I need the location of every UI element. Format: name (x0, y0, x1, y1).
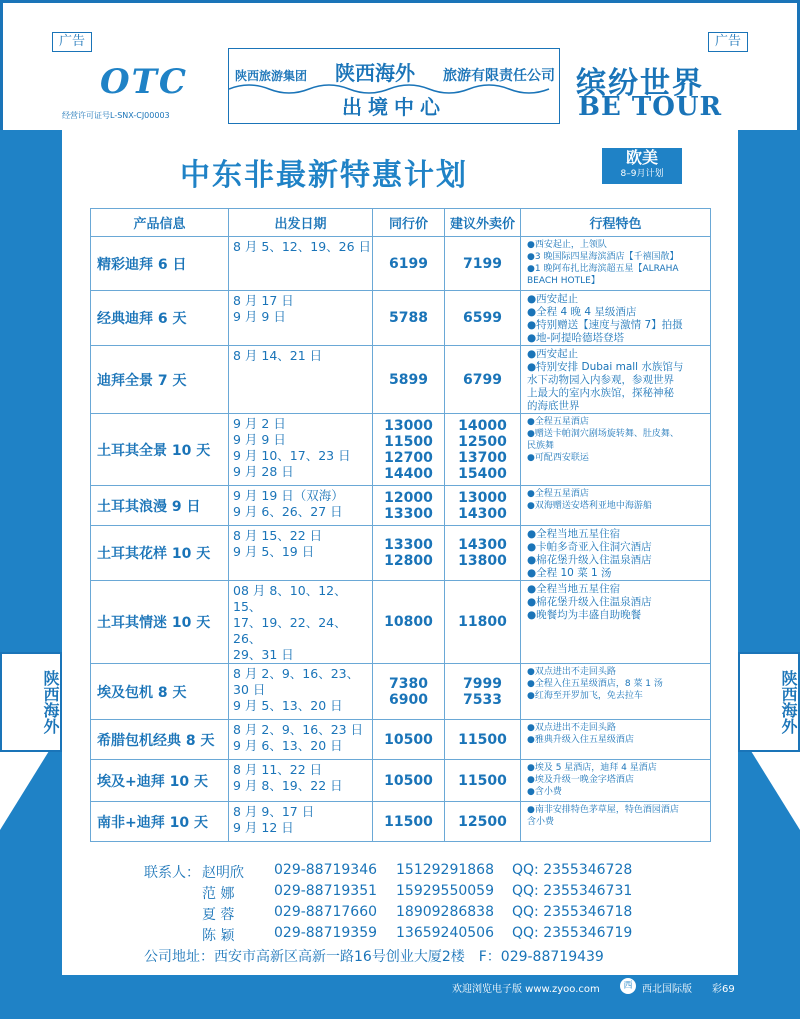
departure-dates (229, 291, 373, 346)
peer-price (373, 237, 445, 291)
feature-line: 的海底世界 (527, 400, 580, 412)
date-line: 29、31 日 (233, 647, 294, 662)
feature-line: ●埃及 5 星酒店，迪拜 4 星酒店 (527, 763, 657, 773)
price-line: 11800 (458, 614, 507, 630)
date-line: 9 月 5、13、20 日 (233, 698, 343, 713)
date-line: 30 日 (233, 682, 266, 697)
peer-price (373, 664, 445, 720)
contact-phone: 029-88717660 (274, 904, 378, 920)
feature-line: ●特别安排 Dubai mall 水族馆与 (527, 361, 684, 373)
contacts-label: 联系人： (144, 865, 200, 881)
feature-line: ●全程 10 菜 1 汤 (527, 567, 612, 579)
peer-price (373, 581, 445, 664)
contact-name: 范 娜 (202, 886, 235, 902)
table-row (91, 291, 711, 346)
product-name: 埃及+迪拜 10 天 (91, 760, 229, 802)
contact-phone: 029-88719351 (274, 883, 378, 899)
feature-line: ●1 晚阿布扎比海滨超五星【ALRAHA (527, 264, 679, 274)
department-name: 出境中心 (342, 95, 446, 119)
brand-name: 陕西海外 (335, 61, 415, 85)
peer-price (373, 802, 445, 842)
price-line: 7999 (463, 675, 502, 692)
feature-line: ●棉花堡升级入住温泉酒店 (527, 554, 652, 566)
price-line: 11500 (384, 813, 433, 830)
license-number: 经营许可证号L-SNX-CJ00003 (62, 111, 170, 120)
feature-line: ●双点进出不走回头路 (527, 667, 616, 677)
feature-line: ●西安起止 (527, 293, 579, 305)
feature-line: ●雅典升级入住五星级酒店 (527, 735, 634, 745)
feature-line: ●晚餐均为丰盛自助晚餐 (527, 609, 642, 621)
tour-features (521, 291, 711, 346)
suggested-price (445, 291, 521, 346)
feature-line: 民族舞 (527, 441, 555, 451)
date-line: 8 月 15、22 日 (233, 528, 323, 543)
price-line: 14000 (458, 417, 507, 434)
date-line: 8 月 2、9、16、23、 (233, 666, 360, 681)
price-line: 6900 (389, 691, 428, 708)
table-row (91, 414, 711, 486)
table-row (91, 237, 711, 291)
peer-price (373, 526, 445, 581)
tour-features (521, 526, 711, 581)
contact-mobile: 15929550059 (396, 883, 494, 899)
price-line: 11500 (458, 772, 507, 789)
price-line: 7380 (389, 675, 428, 692)
page-title: 中东非最新特惠计划 (180, 158, 468, 193)
price-line: 10500 (384, 772, 433, 789)
feature-line: 上最大的室内水族馆，探秘神秘 (527, 387, 674, 399)
departure-dates (229, 664, 373, 720)
tour-table (90, 208, 711, 842)
region-badge (602, 148, 682, 184)
product-name: 土耳其浪漫 9 日 (91, 486, 229, 526)
tour-features (521, 664, 711, 720)
contact-name: 陈 颖 (202, 928, 235, 944)
peer-price (373, 486, 445, 526)
departure-dates (229, 802, 373, 842)
product-name: 埃及包机 8 天 (91, 664, 229, 720)
price-line: 13300 (384, 537, 433, 553)
suggested-price (445, 802, 521, 842)
contact-name: 赵明欣 (202, 865, 244, 881)
ad-tag-right: 广告 (708, 32, 748, 52)
price-line: 13700 (458, 449, 507, 466)
date-line: 8 月 2、9、16、23 日 (233, 722, 364, 737)
feature-line: ●红海至开罗加飞，免去拉车 (527, 691, 643, 701)
tour-features (521, 581, 711, 664)
region-name: 欧美 (625, 148, 658, 167)
otc-logo: OTC (100, 62, 188, 102)
table-row (91, 581, 711, 664)
date-line: 9 月 5、19 日 (233, 544, 315, 559)
price-line: 5899 (389, 371, 428, 388)
price-line: 13000 (384, 417, 433, 434)
product-name: 南非+迪拜 10 天 (91, 802, 229, 842)
departure-dates (229, 237, 373, 291)
price-line: 14400 (384, 465, 433, 482)
product-name: 土耳其花样 10 天 (91, 526, 229, 581)
contact-mobile: 13659240506 (396, 925, 494, 941)
suggested-price (445, 581, 521, 664)
feature-line: 含小费 (527, 817, 555, 827)
col-header: 行程特色 (521, 209, 711, 237)
price-line: 13800 (458, 553, 507, 569)
price-line: 7533 (463, 691, 502, 708)
feature-line: 水下动物园入内参观，参观世界 (527, 374, 674, 386)
price-line: 15400 (458, 465, 507, 482)
departure-dates (229, 414, 373, 486)
price-line: 12800 (384, 553, 433, 569)
date-line: 17、19、22、24、26、 (233, 615, 347, 646)
feature-line: ●双海赠送安塔利亚地中海游船 (527, 501, 652, 511)
table-row (91, 802, 711, 842)
region-period: 8–9月计划 (620, 169, 664, 179)
edition-seal-icon: 西 (620, 978, 636, 994)
right-blue-band (738, 130, 800, 990)
price-line: 6799 (463, 371, 502, 388)
col-header: 建议外卖价 (445, 209, 521, 237)
footer-welcome: 欢迎浏览电子版 www.zyoo.com (452, 984, 600, 995)
side-label-left: 陕西海外 (0, 652, 62, 752)
group-name: 陕西旅游集团 (235, 69, 308, 83)
price-line: 10800 (384, 614, 433, 630)
feature-line: BEACH HOTLE】 (527, 276, 600, 286)
suggested-price (445, 760, 521, 802)
date-line: 9 月 9 日 (233, 432, 286, 447)
col-header: 出发日期 (229, 209, 373, 237)
product-name: 希腊包机经典 8 天 (91, 720, 229, 760)
suggested-price (445, 664, 521, 720)
agency-banner (228, 48, 560, 124)
departure-dates (229, 720, 373, 760)
date-line: 8 月 14、21 日 (233, 348, 323, 363)
date-line: 9 月 6、26、27 日 (233, 504, 343, 519)
company-name: 旅游有限责任公司 (442, 68, 555, 84)
peer-price (373, 760, 445, 802)
price-line: 5788 (389, 310, 428, 326)
fax-number: F：029-88719439 (478, 949, 604, 965)
feature-line: ●西安起止 (527, 348, 579, 360)
date-line: 9 月 2 日 (233, 416, 286, 431)
tour-features (521, 237, 711, 291)
suggested-price (445, 526, 521, 581)
price-line: 14300 (458, 537, 507, 553)
table-header-row (91, 209, 711, 237)
product-name: 迪拜全景 7 天 (91, 346, 229, 414)
feature-line: ●棉花堡升级入住温泉酒店 (527, 596, 652, 608)
price-line: 12500 (458, 433, 507, 450)
ad-tag-left: 广告 (52, 32, 92, 52)
price-line: 11500 (384, 433, 433, 450)
departure-dates (229, 760, 373, 802)
departure-dates (229, 526, 373, 581)
table-row (91, 346, 711, 414)
feature-line: ●特别赠送【速度与激情 7】拍摄 (527, 319, 683, 331)
address-text: 公司地址：西安市高新区高新一路16号创业大厦2楼 (144, 949, 465, 965)
tour-features (521, 760, 711, 802)
table-row (91, 760, 711, 802)
feature-line: ●全程 4 晚 4 星级酒店 (527, 306, 637, 318)
table-row (91, 664, 711, 720)
table-row (91, 720, 711, 760)
table-row (91, 526, 711, 581)
date-line: 9 月 6、13、20 日 (233, 738, 343, 753)
product-name: 土耳其全景 10 天 (91, 414, 229, 486)
feature-line: ●3 晚国际四星海滨酒店【千禧国散】 (527, 252, 679, 262)
price-line: 13000 (458, 489, 507, 506)
price-line: 10500 (384, 731, 433, 748)
price-line: 12000 (384, 489, 433, 506)
contact-phone: 029-88719346 (274, 862, 378, 878)
contact-phone: 029-88719359 (274, 925, 378, 941)
feature-line: ●全程五星酒店 (527, 489, 589, 499)
price-line: 13300 (384, 505, 433, 522)
table-row (91, 486, 711, 526)
peer-price (373, 720, 445, 760)
date-line: 9 月 28 日 (233, 464, 294, 479)
departure-dates (229, 581, 373, 664)
contact-qq: QQ: 2355346719 (512, 925, 633, 941)
peer-price (373, 346, 445, 414)
feature-line: ●全程入住五星级酒店，8 菜 1 汤 (527, 679, 663, 689)
page-number: 彩69 (712, 984, 735, 995)
price-line: 6599 (463, 310, 502, 326)
feature-line: ●可配西安联运 (527, 453, 589, 463)
tour-features (521, 414, 711, 486)
suggested-price (445, 720, 521, 760)
contact-mobile: 15129291868 (396, 862, 494, 878)
tour-features (521, 720, 711, 760)
feature-line: ●埃及升级一晚金字塔酒店 (527, 775, 634, 785)
suggested-price (445, 414, 521, 486)
contact-qq: QQ: 2355346718 (512, 904, 633, 920)
price-line: 11500 (458, 731, 507, 748)
feature-line: ●全程当地五星住宿 (527, 528, 621, 540)
side-label-right: 陕西海外 (738, 652, 800, 752)
date-line: 8 月 17 日 (233, 293, 294, 308)
footer-edition: 西北国际版 (642, 984, 692, 995)
be-tour-en: BE TOUR (578, 92, 723, 122)
price-line: 12700 (384, 449, 433, 466)
date-line: 9 月 12 日 (233, 820, 294, 835)
tour-features (521, 802, 711, 842)
contact-mobile: 18909286838 (396, 904, 494, 920)
date-line: 9 月 10、17、23 日 (233, 448, 351, 463)
feature-line: ●全程当地五星住宿 (527, 583, 621, 595)
contact-qq: QQ: 2355346731 (512, 883, 633, 899)
feature-line: ●西安起止，上领队 (527, 240, 607, 250)
feature-line: ●卡帕多奇亚入住洞穴酒店 (527, 541, 652, 553)
suggested-price (445, 486, 521, 526)
feature-line: ●地-阿提哈德塔登塔 (527, 332, 624, 344)
date-line: 9 月 19 日（双海） (233, 488, 344, 503)
date-line: 8 月 5、12、19、26 日 (233, 239, 372, 254)
date-line: 9 月 9 日 (233, 309, 286, 324)
feature-line: ●含小费 (527, 787, 562, 797)
tour-features (521, 486, 711, 526)
contact-name: 夏 蓉 (202, 907, 235, 923)
suggested-price (445, 237, 521, 291)
peer-price (373, 291, 445, 346)
product-name: 精彩迪拜 6 日 (91, 237, 229, 291)
feature-line: ●南非安排特色茅草屋，特色酒园酒店 (527, 805, 679, 815)
contact-qq: QQ: 2355346728 (512, 862, 633, 878)
date-line: 8 月 11、22 日 (233, 762, 323, 777)
date-line: 9 月 8、19、22 日 (233, 778, 343, 793)
suggested-price (445, 346, 521, 414)
be-tour-cn: 缤纷世界 (576, 66, 704, 101)
departure-dates (229, 346, 373, 414)
date-line: 08 月 8、10、12、15、 (233, 583, 347, 614)
price-line: 14300 (458, 505, 507, 522)
product-name: 经典迪拜 6 天 (91, 291, 229, 346)
peer-price (373, 414, 445, 486)
price-line: 12500 (458, 813, 507, 830)
feature-line: ●赠送卡帕洞穴剧场旋转舞、肚皮舞、 (527, 429, 679, 439)
price-line: 6199 (389, 255, 428, 272)
feature-line: ●全程五星酒店 (527, 417, 589, 427)
feature-line: ●双点进出不走回头路 (527, 723, 616, 733)
left-blue-band (0, 130, 62, 990)
product-name: 土耳其情迷 10 天 (91, 581, 229, 664)
date-line: 8 月 9、17 日 (233, 804, 315, 819)
col-header: 产品信息 (91, 209, 229, 237)
departure-dates (229, 486, 373, 526)
col-header: 同行价 (373, 209, 445, 237)
price-line: 7199 (463, 255, 502, 272)
tour-features (521, 346, 711, 414)
company-address (144, 946, 604, 966)
